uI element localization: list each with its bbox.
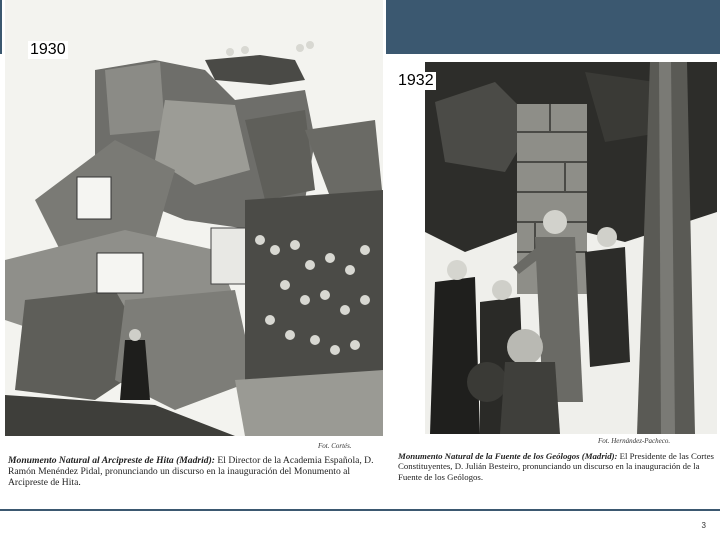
header-bar [386, 0, 720, 54]
photo-fuente-de-los-geologos [425, 62, 717, 434]
caption-right [398, 451, 718, 482]
caption-right-title: Monumento Natural de la Fuente de los Geólogos (Madrid): [398, 451, 618, 461]
caption-left-title: Monumento Natural al Arcipreste de Hita (Madrid): [8, 455, 215, 466]
photo-rocks-illustration [5, 0, 383, 436]
caption-left-body: El Director de la Academia Española, D. Ramón Menéndez Pidal, pronunciando un discurso en la inauguración del Monumento al Arcipreste de Hita. [8, 455, 374, 488]
photo-fountain-illustration [425, 62, 717, 434]
photo-credit-right: Fot. Hernández-Pacheco. [598, 437, 671, 445]
left-accent-rule [0, 0, 2, 54]
photo-credit-left: Fot. Cortés. [318, 442, 352, 450]
caption-right-body: El Presidente de las Cortes Constituyentes, D. Julián Besteiro, pronunciando un discurso en la inauguración de la Fuente de los Geólogos. [398, 451, 714, 482]
year-label-left: 1930 [30, 41, 66, 58]
year-label-right: 1932 [398, 72, 434, 89]
footer-rule [0, 509, 720, 511]
slide-number: 3 [701, 521, 706, 530]
photo-arcipreste-de-hita [5, 0, 383, 436]
caption-left [8, 455, 380, 488]
